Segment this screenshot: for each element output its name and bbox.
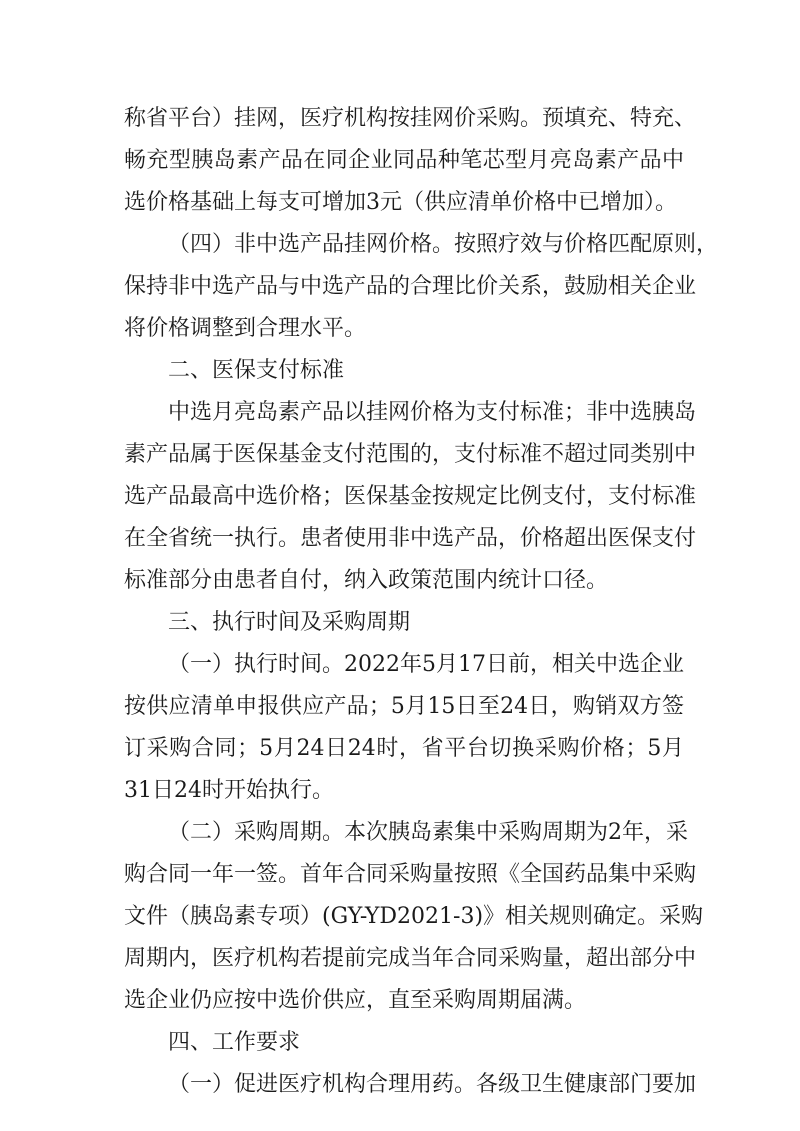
paragraph-start-line: （四）非中选产品挂网价格。按照疗效与价格匹配原则， [168, 232, 719, 257]
text-line: 购合同一年一签。首年合同采购量按照《全国药品集中采购 [124, 862, 697, 887]
text-line: 文件（胰岛素专项）(GY-YD2021-3)》相关规则确定。采购 [124, 904, 704, 929]
paragraph-start-line: （二）采购周期。本次胰岛素集中采购周期为2年，采 [168, 820, 688, 845]
text-line: 标准部分由患者自付，纳入政策范围内统计口径。 [124, 568, 609, 593]
text-line: 订采购合同；5月24日24时，省平台切换采购价格；5月 [124, 736, 684, 761]
section-heading: 三、执行时间及采购周期 [168, 610, 411, 635]
text-line: 素产品属于医保基金支付范围的，支付标准不超过同类别中 [124, 442, 697, 467]
text-line: 称省平台）挂网，医疗机构按挂网价采购。预填充、特充、 [124, 106, 697, 131]
text-line: 周期内，医疗机构若提前完成当年合同采购量，超出部分中 [124, 946, 697, 971]
text-line: 按供应清单申报供应产品；5月15日至24日，购销双方签 [124, 694, 684, 719]
text-line: 选价格基础上每支可增加3元（供应清单价格中已增加）。 [124, 190, 677, 215]
paragraph-start-line: （一）执行时间。2022年5月17日前，相关中选企业 [168, 652, 684, 677]
text-line: 将价格调整到合理水平。 [124, 316, 367, 341]
text-line: 保持非中选产品与中选产品的合理比价关系，鼓励相关企业 [124, 274, 697, 299]
text-line: 畅充型胰岛素产品在同企业同品种笔芯型月亮岛素产品中 [124, 148, 684, 173]
section-heading: 二、医保支付标准 [168, 358, 345, 383]
paragraph-start-line: 中选月亮岛素产品以挂网价格为支付标准；非中选胰岛 [168, 400, 697, 425]
text-line: 在全省统一执行。患者使用非中选产品，价格超出医保支付 [124, 526, 697, 551]
text-line: 选产品最高中选价格；医保基金按规定比例支付，支付标准 [124, 484, 697, 509]
text-line: 31日24时开始执行。 [124, 778, 334, 803]
paragraph-start-line: （一）促进医疗机构合理用药。各级卫生健康部门要加 [168, 1072, 697, 1097]
text-line: 选企业仍应按中选价供应，直至采购周期届满。 [124, 988, 587, 1013]
section-heading: 四、工作要求 [168, 1030, 301, 1055]
